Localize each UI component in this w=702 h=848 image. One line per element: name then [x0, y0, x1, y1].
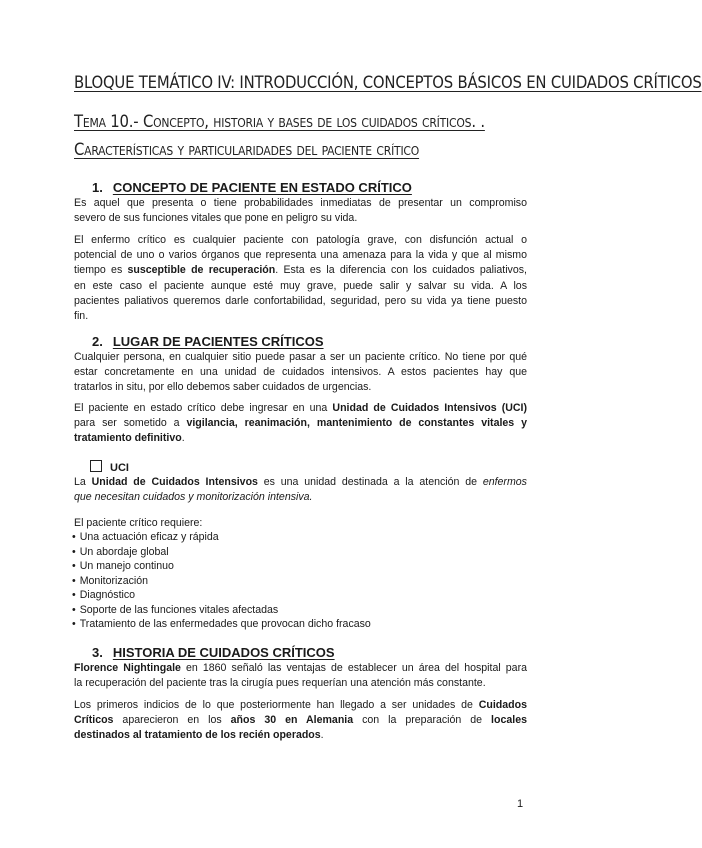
block-title: BLOQUE TEMÁTICO IV: INTRODUCCIÓN, CONCEPTOS BÁSICOS EN CUIDADOS CRÍTICOS — [74, 73, 702, 92]
text-line: destinados al tratamiento de los recién operados. — [74, 729, 324, 742]
s3-paragraph-2 — [74, 698, 527, 744]
text-line: Es aquel que presenta o tiene probabilidades inmediatas de presentar un compromiso — [74, 197, 527, 209]
section-number: 2. — [92, 334, 103, 349]
checkbox-square-icon — [90, 460, 102, 472]
text-line: tratamiento definitivo. — [74, 432, 185, 445]
s1-paragraph-2 — [74, 233, 527, 324]
text-line: La Unidad de Cuidados Intensivos es una unidad destinada a la atención de enfermos — [74, 476, 527, 488]
bold-text: años 30 en Alemania — [230, 714, 354, 727]
s1-paragraph-1 — [74, 196, 527, 226]
text-line: tiempo es susceptible de recuperación. Esta es la diferencia con los cuidados paliativos, — [74, 264, 527, 277]
list-item: • Tratamiento de las enfermedades que provocan dicho fracaso — [72, 617, 371, 632]
section-title: LUGAR DE PACIENTES CRÍTICOS — [112, 334, 324, 349]
text-line: para ser sometido a vigilancia, reanimación, mantenimiento de constantes vitales y — [74, 417, 527, 430]
section-title: CONCEPTO DE PACIENTE EN ESTADO CRÍTICO — [112, 180, 412, 195]
text-line: El enfermo crítico es cualquier paciente con patología grave, con disfunción actual o — [74, 234, 527, 246]
text-line: Los primeros indicios de lo que posteriormente han llegado a ser unidades de Cuidados — [74, 699, 527, 711]
bold-text: Unidad de Cuidados Intensivos — [91, 476, 258, 488]
bold-text: Críticos — [74, 714, 114, 727]
section-1-heading — [92, 180, 412, 195]
uci-label: UCI — [110, 462, 129, 474]
italic-text: que necesitan cuidados y monitorización intensiva. — [74, 491, 313, 504]
requires-label: El paciente crítico requiere: — [74, 517, 203, 529]
s2-paragraph-2 — [74, 401, 527, 447]
bold-text: destinados al tratamiento de los recién operados — [74, 729, 321, 742]
text-line: Florence Nightingale en 1860 señaló las ventajas de establecer un área del hospital para — [74, 662, 527, 674]
s2-paragraph-1 — [74, 350, 527, 396]
list-item: • Un abordaje global — [72, 545, 371, 560]
requirements-list — [72, 530, 371, 632]
section-3-heading — [92, 645, 335, 660]
bold-text: Cuidados — [478, 699, 527, 711]
uci-paragraph — [74, 475, 527, 505]
list-item: • Soporte de las funciones vitales afectadas — [72, 603, 371, 618]
list-item: • Monitorización — [72, 574, 371, 589]
section-number: 3. — [92, 645, 103, 660]
text-line: Cualquier persona, en cualquier sitio puede pasar a ser un paciente crítico. No tiene por qué — [74, 351, 527, 363]
text-line: tratarlos in situ, por ello debemos saber cuidados de urgencias. — [74, 381, 372, 394]
list-item: • Un manejo continuo — [72, 559, 371, 574]
topic-title: Tema 10.- Concepto, historia y bases de los cuidados críticos. . Características y particularidades del paciente crítico — [74, 112, 485, 159]
bold-text: Florence Nightingale — [74, 662, 181, 674]
list-item: • Una actuación eficaz y rápida — [72, 530, 371, 545]
section-title: HISTORIA DE CUIDADOS CRÍTICOS — [112, 645, 335, 660]
text-line: estar concretamente en una unidad de cuidados intensivos. A estos pacientes hay que — [74, 366, 527, 379]
bold-text: vigilancia, reanimación, mantenimiento de constantes vitales y — [186, 417, 527, 430]
text-line: El paciente en estado crítico debe ingresar en una Unidad de Cuidados Intensivos (UCI) — [74, 402, 527, 414]
section-2-heading — [92, 334, 324, 349]
text-line: pacientes paliativos queremos darle confortabilidad, seguridad, pero su vida ya tiene puesto — [74, 294, 527, 307]
text-line: en este caso el paciente aunque esté muy grave, puede salir y salvar su vida. A los — [74, 279, 527, 292]
text-line: Críticos aparecieron en los años 30 en Alemania con la preparación de locales — [74, 714, 527, 727]
text-line: severo de sus funciones vitales que pone en peligro su vida. — [74, 212, 358, 225]
bold-text: tratamiento definitivo — [74, 432, 182, 445]
text-line: la recuperación del paciente tras la cirugía pues requerían una atención más constante. — [74, 677, 486, 690]
text-line: potencial de uno o varios órganos que representa una amenaza para la vida y que al mismo — [74, 249, 527, 262]
text-line: fin. — [74, 310, 89, 323]
uci-subheading — [90, 460, 129, 474]
bold-text: Unidad de Cuidados Intensivos (UCI) — [332, 402, 527, 414]
italic-text: enfermos — [482, 476, 527, 488]
list-item: • Diagnóstico — [72, 588, 371, 603]
s3-paragraph-1 — [74, 661, 527, 691]
page-number: 1 — [517, 798, 524, 810]
bold-text: susceptible de recuperación — [127, 264, 276, 277]
text-line — [74, 490, 527, 505]
section-number: 1. — [92, 180, 103, 195]
bold-text: locales — [491, 714, 527, 727]
